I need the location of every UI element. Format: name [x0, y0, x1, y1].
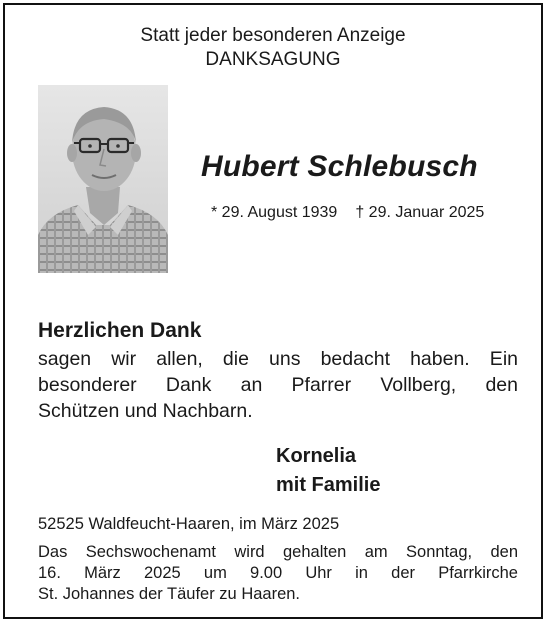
signature-family: mit Familie [276, 474, 381, 496]
header-title: DANKSAGUNG [205, 49, 341, 70]
death-date: † 29. Januar 2025 [355, 204, 485, 221]
thanks-heading: Herzlichen Dank [38, 319, 202, 342]
portrait-photo [38, 85, 168, 273]
mass-notice [38, 542, 518, 605]
notice-line: 16. März 2025 um 9.00 Uhr in der Pfarrkirche [38, 564, 518, 582]
deceased-name: Hubert Schlebusch [201, 150, 478, 183]
signature-name: Kornelia [276, 445, 357, 467]
life-dates [211, 204, 484, 222]
thanks-text [38, 346, 518, 424]
thanks-line: sagen wir allen, die uns bedacht haben. Ein [38, 348, 518, 370]
thanks-line: besonderer Dank an Pfarrer Vollberg, den [38, 374, 518, 396]
place-date: 52525 Waldfeucht-Haaren, im März 2025 [38, 515, 340, 533]
signature [276, 442, 380, 500]
notice-line: Das Sechswochenamt wird gehalten am Sonntag, den [38, 543, 518, 561]
header-notice: Statt jeder besonderen Anzeige [140, 25, 406, 46]
obituary-card [3, 3, 543, 619]
thanks-line: Schützen und Nachbarn. [38, 400, 253, 422]
notice-line: St. Johannes der Täufer zu Haaren. [38, 585, 301, 603]
birth-date: * 29. August 1939 [211, 204, 338, 221]
